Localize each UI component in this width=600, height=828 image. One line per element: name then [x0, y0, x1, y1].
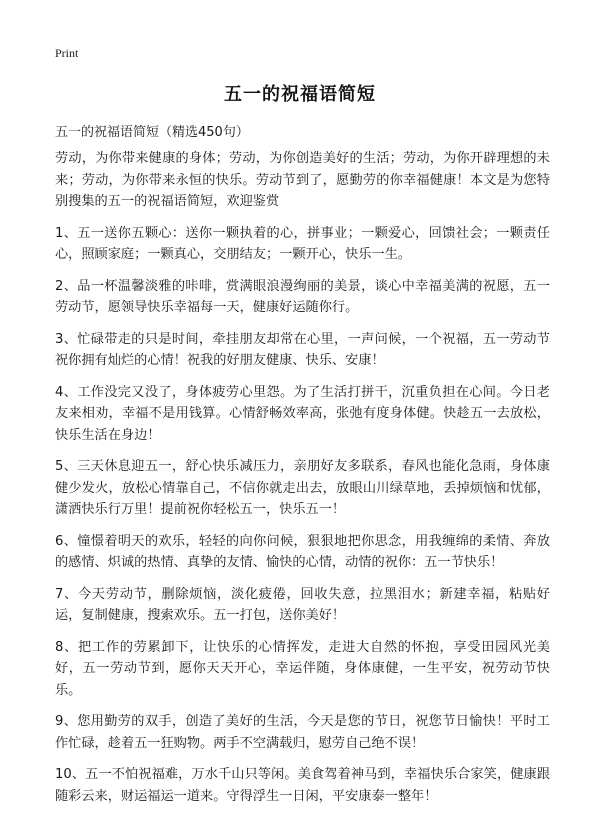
wish-item-9: 9、您用勤劳的双手，创造了美好的生活，今天是您的节日，祝您节日愉快！平时工作忙碌，趁着五一狂购物。两手不空满载归，慰劳自己绝不误！	[55, 714, 550, 751]
document-subtitle: 五一的祝福语简短（精选450句）	[55, 125, 249, 140]
page-title: 五一的祝福语简短	[224, 84, 376, 105]
wish-item-8: 8、把工作的劳累卸下，让快乐的心情挥发，走进大自然的怀抱，享受田园风光美好，五一劳动节到，愿你天天开心，幸运伴随，身体康健，一生平安，祝劳动节快乐。	[55, 639, 550, 698]
wish-item-1: 1、五一送你五颗心：送你一颗执着的心，拼事业；一颗爱心，回馈社会；一颗责任心，照顾家庭；一颗真心，交朋结友；一颗开心，快乐一生。	[55, 225, 550, 262]
wish-item-7: 7、今天劳动节，删除烦恼，淡化疲倦，回收失意，拉黑泪水；新建幸福，粘贴好运，复制健康，搜索欢乐。五一打包，送你美好！	[55, 586, 550, 623]
wish-item-5: 5、三天休息迎五一，舒心快乐减压力，亲朋好友多联系，春风也能化急雨，身体康健少发火，放松心情靠自己，不信你就走出去，放眼山川绿草地，丢掉烦恼和忧郁，潇洒快乐行万里！提前祝你轻松五一，快乐五一！	[55, 459, 550, 517]
intro-paragraph: 劳动，为你带来健康的身体；劳动，为你创造美好的生活；劳动，为你开辟理想的未来；劳动，为你带来永恒的快乐。劳动节到了，愿勤劳的你幸福健康！本文是为您特别搜集的五一的祝福语简短，欢迎鉴赏	[55, 151, 550, 209]
print-link[interactable]: Print	[55, 46, 79, 60]
wish-item-10: 10、五一不怕祝福难，万水千山只等闲。美食驾着神马到，幸福快乐合家笑，健康跟随彩云来，财运福运一道来。守得浮生一日闲，平安康泰一整年！	[55, 767, 550, 804]
wish-item-6: 6、憧憬着明天的欢乐，轻轻的向你问候，狠狠地把你思念，用我缠绵的柔情、奔放的感情、炽诚的热情、真挚的友情、愉快的心情，动情的祝你：五一节快乐！	[55, 533, 550, 570]
wish-item-3: 3、忙碌带走的只是时间，牵挂朋友却常在心里，一声问候，一个祝福，五一劳动节祝你拥有灿烂的心情！祝我的好朋友健康、快乐、安康！	[55, 331, 550, 368]
wish-item-2: 2、品一杯温馨淡雅的咔啡，赏满眼浪漫绚丽的美景，谈心中幸福美满的祝愿，五一劳动节，愿领导快乐幸福每一天，健康好运随你行。	[55, 278, 550, 315]
wish-item-4: 4、工作没完又没了，身体疲劳心里怨。为了生活打拼干，沉重负担在心间。今日老友来相劝，幸福不是用钱算。心情舒畅效率高，张弛有度身体健。快趁五一去放松，快乐生活在身边！	[55, 384, 550, 443]
document-body	[55, 148, 550, 817]
